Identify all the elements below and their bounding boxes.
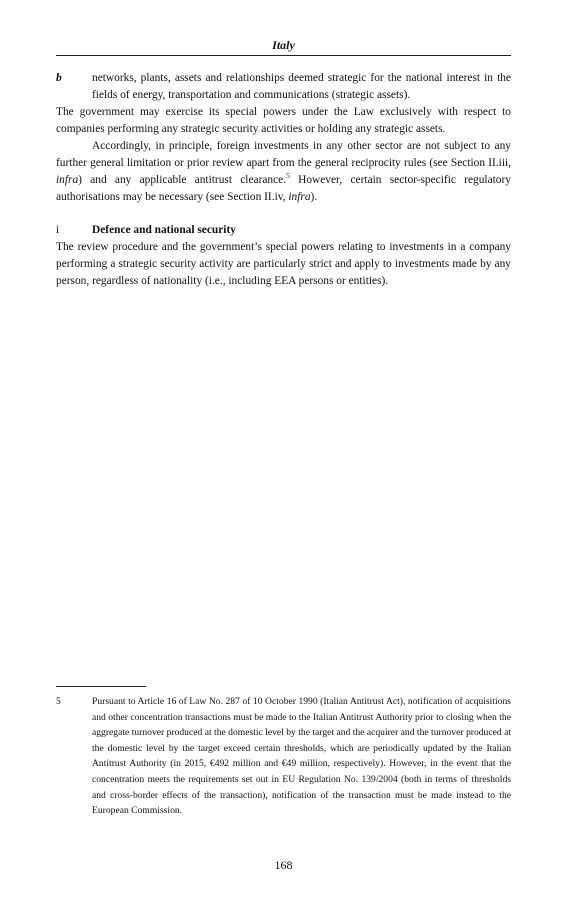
section-title: Defence and national security [92, 224, 236, 236]
footnote-rule [56, 686, 146, 687]
list-item-label: b [56, 72, 62, 84]
footnote-number: 5 [56, 696, 61, 707]
infra-italic: infra [56, 174, 79, 186]
header-rule [56, 55, 511, 56]
footnote-reference: 5 [286, 171, 290, 181]
list-item-text: networks, plants, assets and relationships deemed strategic for the national interest in the fields of energy, transportation and communications (strategic assets). [92, 72, 511, 101]
text-run: ). [310, 191, 318, 203]
body-text [56, 70, 511, 290]
section-heading [56, 222, 511, 239]
paragraph-foreign-investments [56, 138, 511, 206]
running-header: Italy [272, 38, 295, 52]
text-run: ) and any applicable antitrust clearance. [78, 174, 287, 186]
paragraph-review-procedure: The review procedure and the government’s special powers relating to investments in a company performing a strategic security activity are particularly strict and apply to investments made by any person, regardless of nationality (i.e., including EEA persons or entities). [56, 241, 511, 287]
page-number: 168 [274, 858, 293, 872]
text-run: Accordingly, in principle, foreign investments in any other sector are not subject to any further general limitation or prior review apart from the general reciprocity rules (see Section II.iii, [56, 140, 511, 169]
paragraph-special-powers: The government may exercise its special powers under the Law exclusively with respect to companies performing any strategic security activities or holding any strategic assets. [56, 106, 511, 135]
text-run: However, certain sector-specific regulatory authorisations may be necessary (see Section II.iv, [56, 174, 511, 203]
section-number: i [56, 224, 60, 236]
list-item-b [56, 70, 511, 104]
footnote [56, 694, 511, 819]
footnote-text: Pursuant to Article 16 of Law No. 287 of 10 October 1990 (Italian Antitrust Act), notification of acquisitions and other concentration transactions must be made to the Italian Antitrust Authority prior to closing when the aggregate turnover produced at the domestic level by the target and the acquirer and the turnover produced at the domestic level by the target exceed certain thresholds, which are periodically updated by the Italian Antitrust Authority (in 2015, €492 million and €49 million, respectively). However, in the event that the concentration meets the requirements set out in EU Regulation No. 139/2004 (both in terms of thresholds and cross-border effects of the transaction), notification of the transaction must be made instead to the European Commission. [92, 696, 511, 817]
infra-italic: infra [288, 191, 311, 203]
